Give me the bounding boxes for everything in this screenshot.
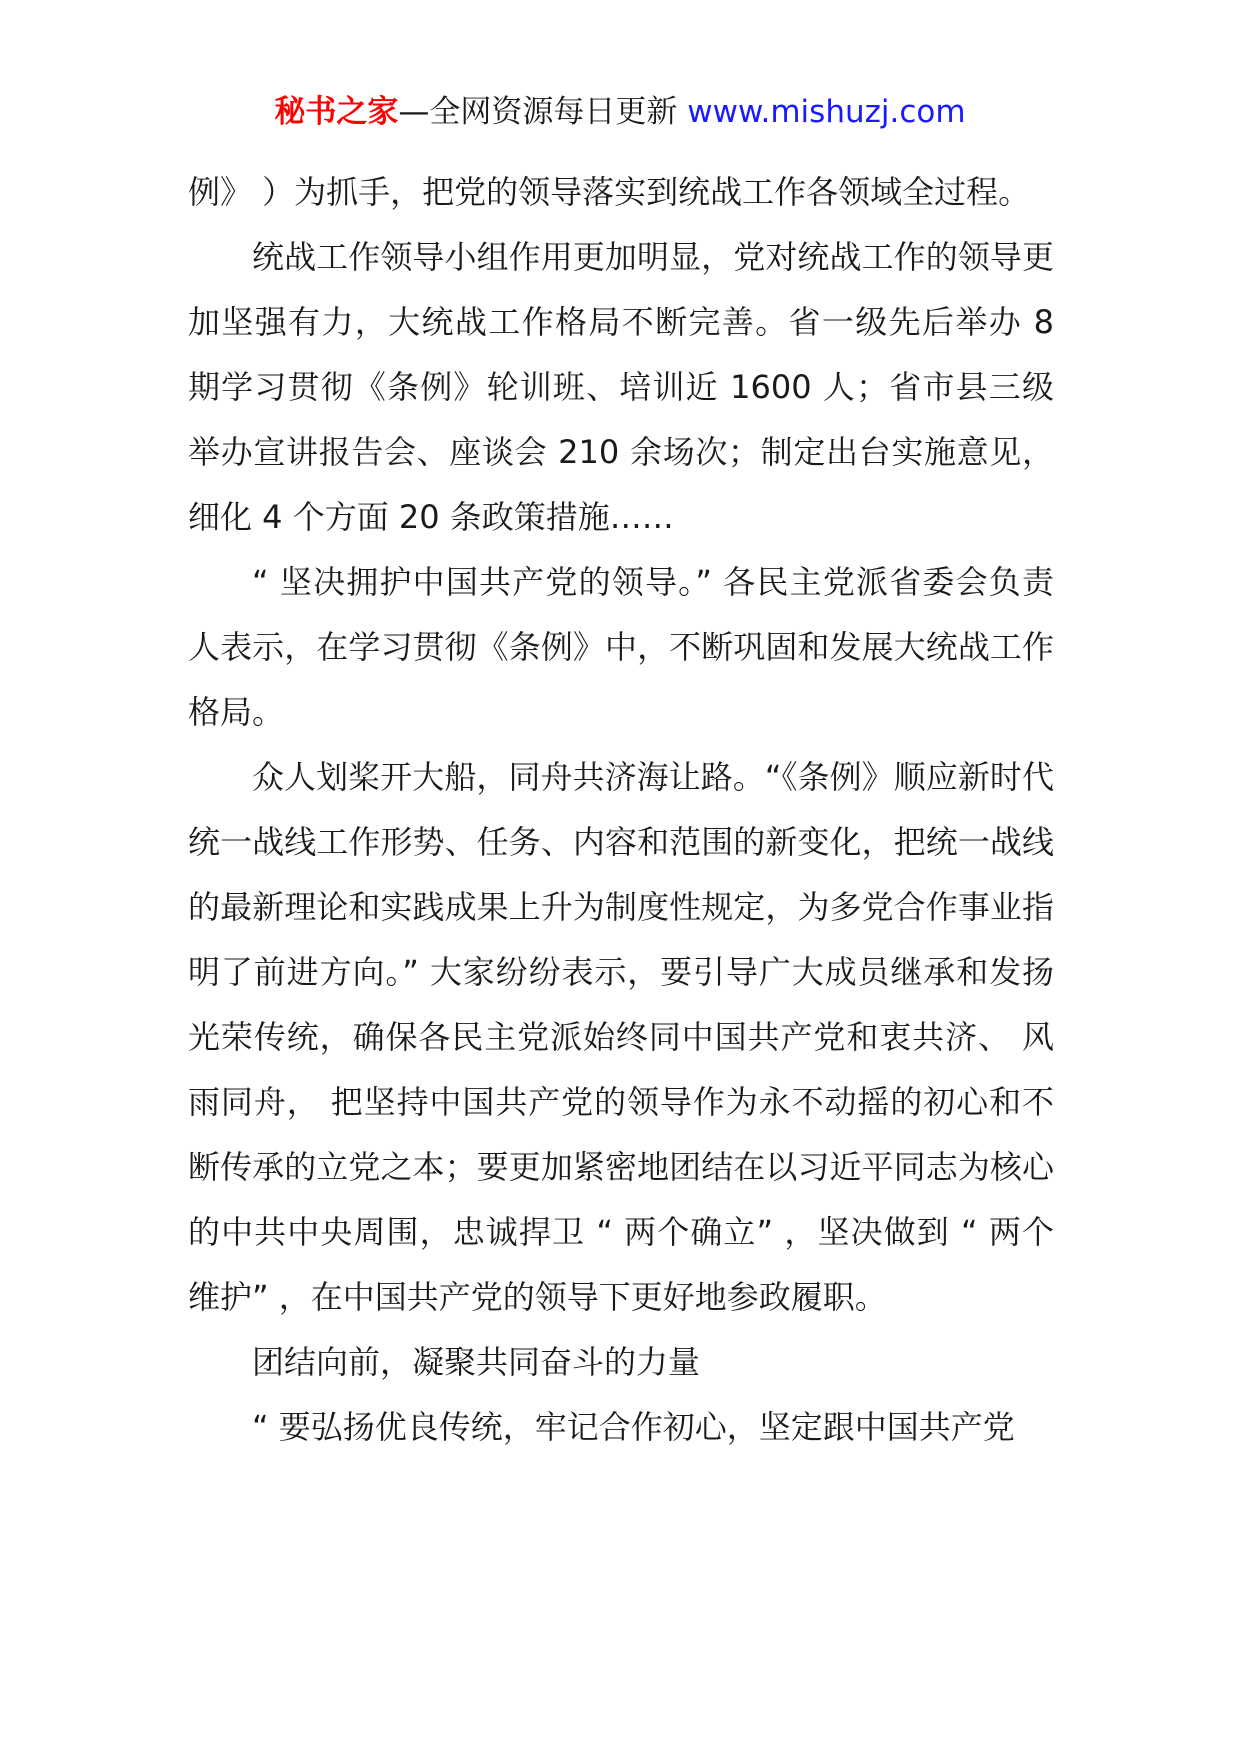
- brand-name: 秘书之家: [274, 94, 399, 130]
- paragraph: “ 坚决拥护中国共产党的领导。” 各民主党派省委会负责人表示，在学习贯彻《条例》中，不断巩固和发展大统战工作格局。: [188, 563, 1054, 731]
- paragraph-continuation: 例》 ）为抓手，把党的领导落实到统战工作各领域全过程。: [188, 173, 1031, 211]
- website-link[interactable]: www.mishuzj.com: [687, 94, 966, 130]
- paragraph: “ 要弘扬优良传统，牢记合作初心，坚定跟中国共产党: [252, 1408, 1015, 1446]
- paragraph: 统战工作领导小组作用更加明显，党对统战工作的领导更加坚强有力，大统战工作格局不断完善。省一级先后举办 8 期学习贯彻《条例》轮训班、培训近 1600 人；省市县三级举办宣讲报告会、座谈会 210 余场次；制定出台实施意见，细化 4 个方面 20 条政策措施……: [188, 238, 1054, 536]
- section-heading: 团结向前，凝聚共同奋斗的力量: [252, 1343, 701, 1381]
- document-body: [188, 160, 1054, 1460]
- paragraph: 众人划桨开大船，同舟共济海让路。“《条例》顺应新时代统一战线工作形势、任务、内容和范围的新变化，把统一战线的最新理论和实践成果上升为制度性规定，为多党合作事业指明了前进方向。” 大家纷纷表示，要引导广大成员继承和发扬光荣传统，确保各民主党派始终同中国共产党和衷共济、 风雨同舟， 把坚持中国共产党的领导作为永不动摇的初心和不断传承的立党之本；要更加紧密地团结在以习近平同志为核心的中共中央周围，忠诚捍卫 “ 两个确立” ，坚决做到 “ 两个维护” ，在中国共产党的领导下更好地参政履职。: [188, 758, 1054, 1316]
- page-header: [0, 92, 1240, 132]
- header-slogan: —全网资源每日更新: [398, 94, 678, 130]
